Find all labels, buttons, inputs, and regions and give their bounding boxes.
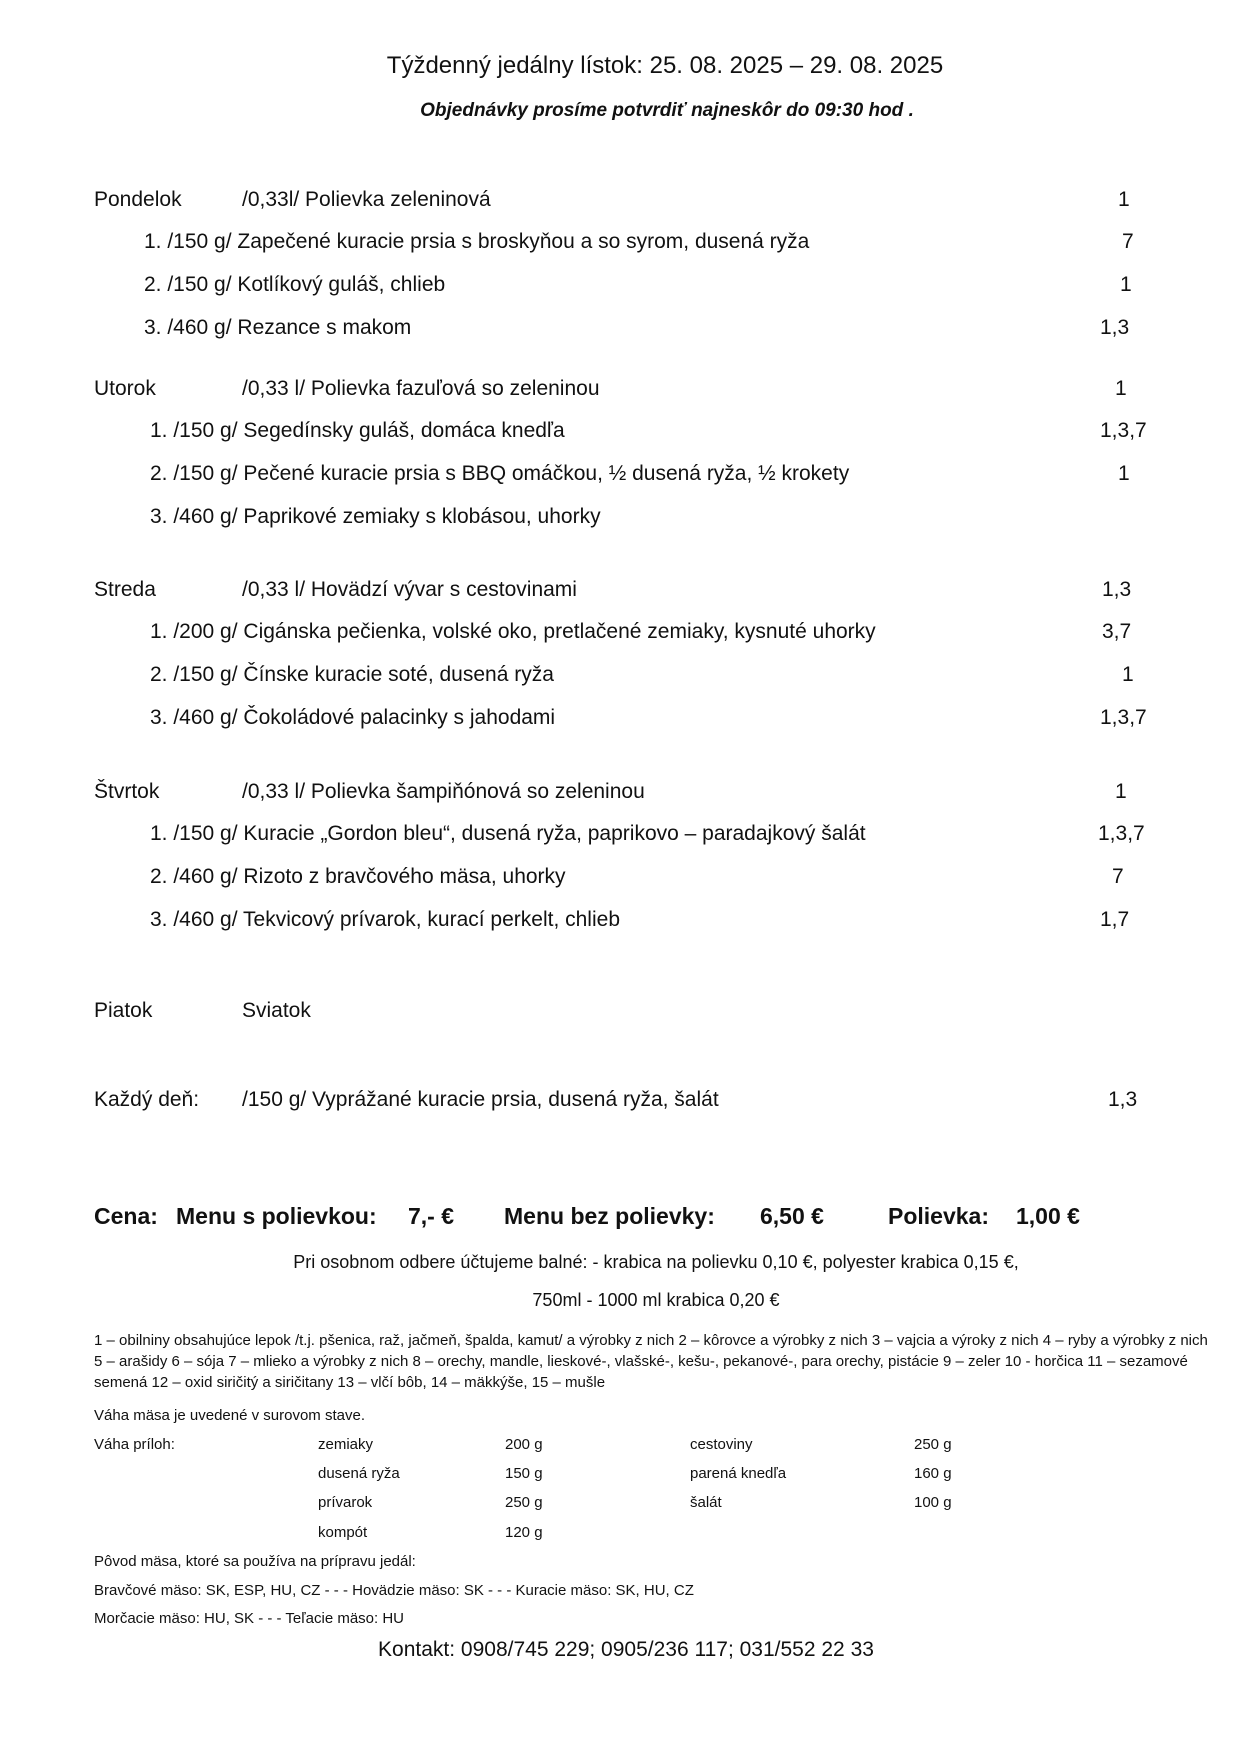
price-label: Cena: — [94, 1203, 158, 1229]
packaging-note-1: Pri osobnom odbere účtujeme balné: - krabica na polievku 0,10 €, polyester krabica 0,15 €, — [293, 1252, 1019, 1272]
side-name-compote: kompót — [318, 1524, 368, 1541]
soup-price: 1,00 € — [1016, 1203, 1080, 1229]
menu-item-monday-3: 3. /460 g/ Rezance s makom — [144, 316, 412, 339]
menu-item-thursday-1: 1. /150 g/ Kuracie „Gordon bleu“, dusená ryža, paprikovo – paradajkový šalát — [150, 822, 866, 845]
meat-origin-line-1: Bravčové mäso: SK, ESP, HU, CZ - - - Hovädzie mäso: SK - - - Kuracie mäso: SK, HU, CZ — [94, 1582, 694, 1599]
soup-allergens-monday: 1 — [1118, 188, 1130, 211]
side-weight-privarok: 250 g — [505, 1494, 543, 1511]
price-row — [94, 1203, 1080, 1230]
side-name-dumpling: parená knedľa — [690, 1465, 787, 1482]
soup-monday: /0,33l/ Polievka zeleninová — [242, 188, 491, 211]
allergens-thursday-2: 7 — [1112, 865, 1124, 888]
side-weight-pasta: 250 g — [914, 1436, 952, 1453]
menu-item-monday-2: 2. /150 g/ Kotlíkový guláš, chlieb — [144, 273, 446, 296]
menu-item-monday-1: 1. /150 g/ Zapečené kuracie prsia s broskyňou a so syrom, dusená ryža — [144, 230, 810, 253]
side-name-salad: šalát — [690, 1494, 722, 1511]
side-weight-potatoes: 200 g — [505, 1436, 543, 1453]
soup-price-label: Polievka: — [888, 1203, 989, 1229]
everyday-allergens: 1,3 — [1108, 1088, 1138, 1111]
meat-origin-line-2: Morčacie mäso: HU, SK - - - Teľacie mäso: HU — [94, 1610, 405, 1627]
allergens-thursday-3: 1,7 — [1100, 908, 1130, 931]
side-weight-dumpling: 160 g — [914, 1465, 952, 1482]
side-weight-rice: 150 g — [505, 1465, 543, 1482]
day-name-tuesday: Utorok — [94, 377, 156, 400]
soup-allergens-wednesday: 1,3 — [1102, 578, 1132, 601]
allergens-wednesday-1: 3,7 — [1102, 620, 1132, 643]
everyday-item: /150 g/ Vyprážané kuracie prsia, dusená ryža, šalát — [242, 1088, 719, 1111]
side-name-potatoes: zemiaky — [318, 1436, 374, 1453]
allergens-tuesday-1: 1,3,7 — [1100, 419, 1147, 442]
soup-wednesday: /0,33 l/ Hovädzí vývar s cestovinami — [242, 578, 577, 601]
allergens-monday-3: 1,3 — [1100, 316, 1130, 339]
allergens-legend: 1 – obilniny obsahujúce lepok /t.j. pšenica, raž, jačmeň, špalda, kamut/ a výrobky z nich 2 – kôrovce a výrobky z nich 3 – vajcia a výroky z nich 4 – ryby a výrobky z nich 5 – arašidy 6 – sója 7 – mlieko a výrobky z nich 8 – orechy, mandle, lieskové-, vlašské-, kešu-, pekanové-, para orechy, pistácie 9 – zeler 10 - horčica 11 – sezamové semená 12 – oxid siričitý a siričitany 13 – vlčí bôb, 14 – mäkkýše, 15 – mušle — [94, 1332, 1208, 1391]
menu-item-tuesday-1: 1. /150 g/ Segedínsky guláš, domáca knedľa — [150, 419, 565, 442]
menu-item-wednesday-2: 2. /150 g/ Čínske kuracie soté, dusená ryža — [150, 663, 554, 686]
order-deadline-note: Objednávky prosíme potvrdiť najneskôr do 09:30 hod . — [420, 100, 914, 121]
menu-item-thursday-3: 3. /460 g/ Tekvicový prívarok, kurací perkelt, chlieb — [150, 908, 620, 931]
allergens-thursday-1: 1,3,7 — [1098, 822, 1145, 845]
contact-info: Kontakt: 0908/745 229; 0905/236 117; 031/552 22 33 — [378, 1638, 874, 1661]
page-title: Týždenný jedálny lístok: 25. 08. 2025 – 29. 08. 2025 — [386, 52, 944, 79]
day-name-friday: Piatok — [94, 999, 153, 1022]
meat-origin-title: Pôvod mäsa, ktoré sa používa na prípravu jedál: — [94, 1553, 416, 1570]
soup-allergens-tuesday: 1 — [1115, 377, 1127, 400]
day-name-monday: Pondelok — [94, 188, 182, 211]
day-name-thursday: Štvrtok — [94, 780, 160, 803]
side-name-pasta: cestoviny — [690, 1436, 753, 1453]
day-name-wednesday: Streda — [94, 578, 156, 601]
soup-tuesday: /0,33 l/ Polievka fazuľová so zeleninou — [242, 377, 600, 400]
menu-without-soup-label: Menu bez polievky: — [504, 1203, 715, 1229]
side-weight-salad: 100 g — [914, 1494, 952, 1511]
side-name-rice: dusená ryža — [318, 1465, 400, 1482]
allergens-monday-2: 1 — [1120, 273, 1132, 296]
allergens-wednesday-2: 1 — [1122, 663, 1134, 686]
packaging-note-2: 750ml - 1000 ml krabica 0,20 € — [532, 1290, 780, 1310]
soup-thursday: /0,33 l/ Polievka šampiňónová so zeleninou — [242, 780, 645, 803]
side-name-privarok: prívarok — [318, 1494, 373, 1511]
menu-with-soup-price: 7,- € — [408, 1203, 455, 1229]
allergens-monday-1: 7 — [1122, 230, 1134, 253]
menu-item-wednesday-1: 1. /200 g/ Cigánska pečienka, volské oko, pretlačené zemiaky, kysnuté uhorky — [150, 620, 876, 643]
everyday-label: Každý deň: — [94, 1088, 200, 1111]
menu-item-thursday-2: 2. /460 g/ Rizoto z bravčového mäsa, uhorky — [150, 865, 566, 888]
friday-holiday: Sviatok — [242, 999, 311, 1022]
side-weights-label: Váha príloh: — [94, 1436, 175, 1453]
allergens-wednesday-3: 1,3,7 — [1100, 706, 1147, 729]
menu-item-wednesday-3: 3. /460 g/ Čokoládové palacinky s jahodami — [150, 706, 556, 729]
side-weight-compote: 120 g — [505, 1524, 543, 1541]
soup-allergens-thursday: 1 — [1115, 780, 1127, 803]
menu-item-tuesday-2: 2. /150 g/ Pečené kuracie prsia s BBQ omáčkou, ½ dusená ryža, ½ krokety — [150, 462, 850, 485]
meat-weight-note: Váha mäsa je uvedené v surovom stave. — [94, 1407, 365, 1424]
menu-without-soup-price: 6,50 € — [760, 1203, 824, 1229]
allergens-tuesday-2: 1 — [1118, 462, 1130, 485]
menu-item-tuesday-3: 3. /460 g/ Paprikové zemiaky s klobásou, uhorky — [150, 505, 601, 528]
menu-with-soup-label: Menu s polievkou: — [176, 1203, 377, 1229]
